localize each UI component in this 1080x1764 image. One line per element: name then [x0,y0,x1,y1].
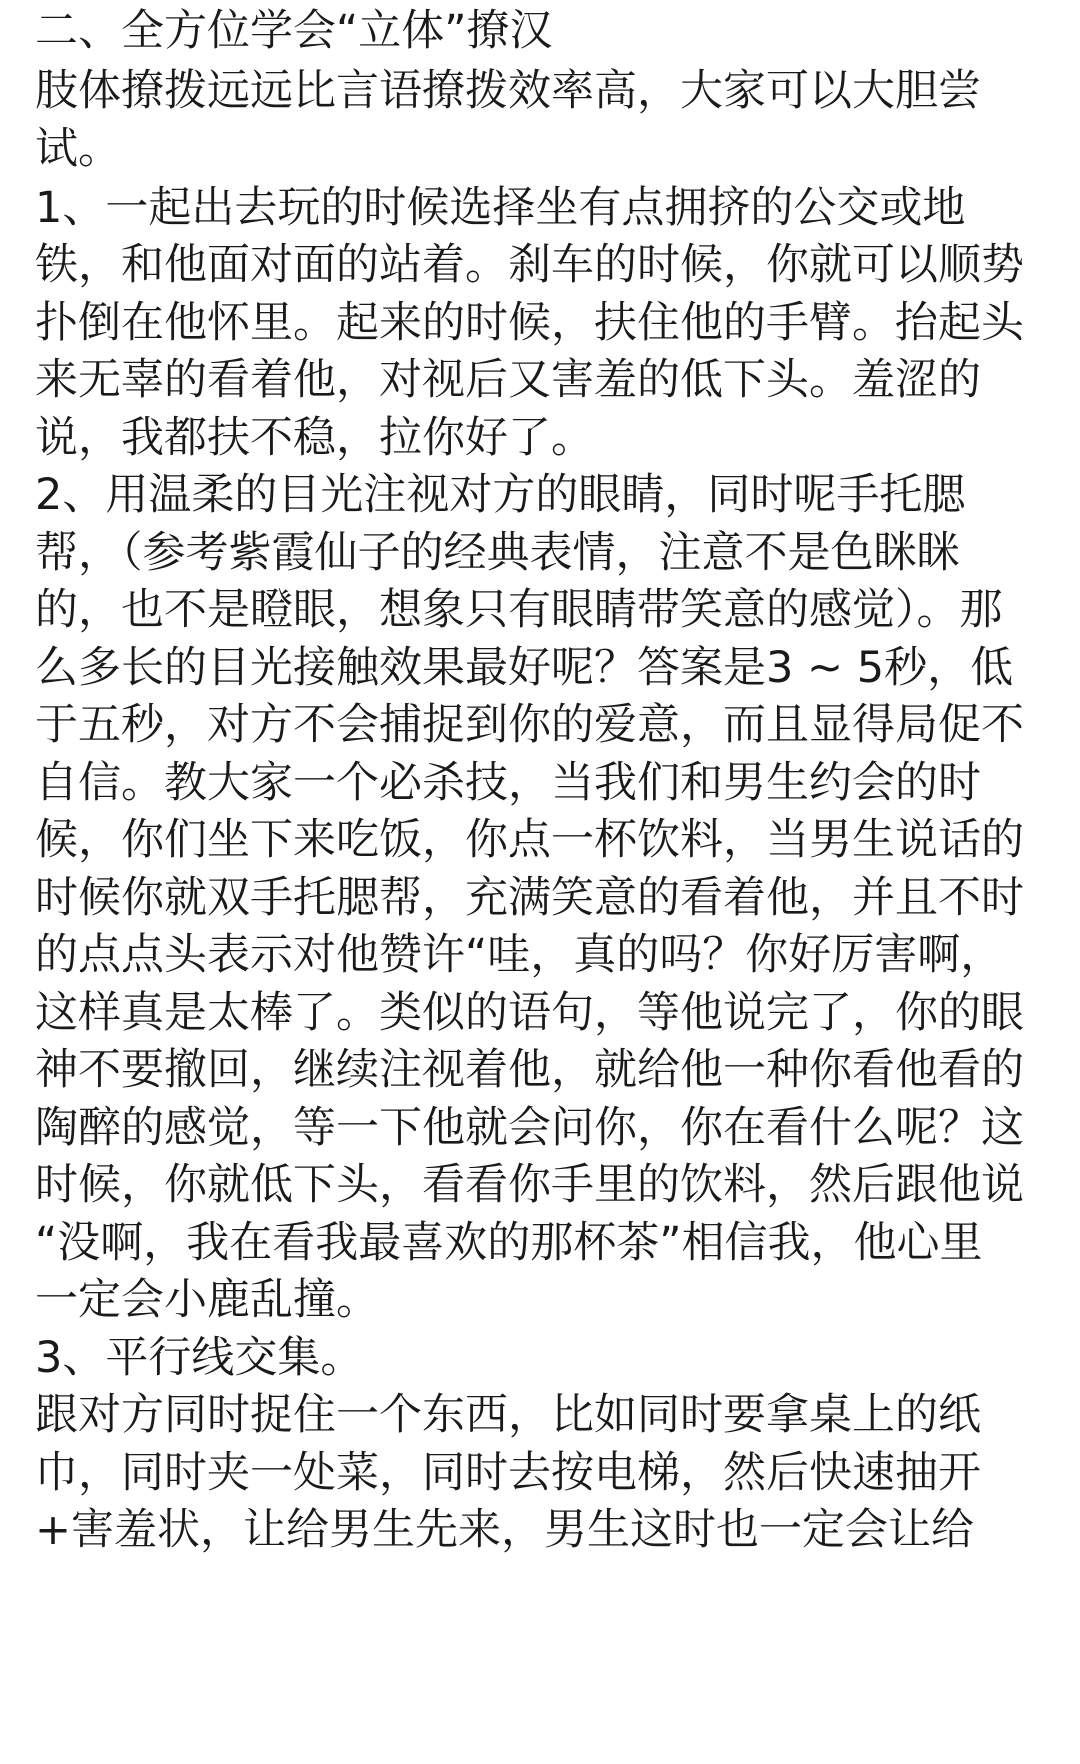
paragraph-line: 扑倒在他怀里。起来的时候，扶住他的手臂。抬起头 [35,298,1024,348]
paragraph-line: 跟对方同时捉住一个东西，比如同时要拿桌上的纸 [35,1390,981,1440]
paragraph-line: 自信。教大家一个必杀技，当我们和男生约会的时 [35,758,981,808]
paragraph-line: 来无辜的看着他，对视后又害羞的低下头。羞涩的 [35,355,981,405]
paragraph-line: 试。 [35,124,121,174]
paragraph-line: 铁，和他面对面的站着。刹车的时候，你就可以顺势 [35,240,1024,290]
paragraph-line: 神不要撤回，继续注视着他，就给他一种你看他看的 [35,1045,1024,1095]
paragraph-line: +害羞状，让给男生先来，男生这时也一定会让给 [35,1505,975,1555]
paragraph-line: 候，你们坐下来吃饭，你点一杯饮料，当男生说话的 [35,815,1024,865]
paragraph-line: 巾，同时夹一处菜，同时去按电梯，然后快速抽开 [35,1448,981,1498]
tip-1-line: 1、一起出去玩的时候选择坐有点拥挤的公交或地 [35,183,966,233]
paragraph-line: 帮，（参考紫霞仙子的经典表情，注意不是色眯眯 [35,528,960,578]
paragraph-line: 的，也不是瞪眼，想象只有眼睛带笑意的感觉）。那 [35,585,1003,635]
tip-3-heading: 3、平行线交集。 [35,1333,364,1383]
paragraph-line: 时候，你就低下头，看看你手里的饮料，然后跟他说 [35,1160,1024,1210]
paragraph-line: “没啊，我在看我最喜欢的那杯茶”相信我，他心里 [35,1218,983,1268]
paragraph-line: 陶醉的感觉，等一下他就会问你，你在看什么呢？这 [35,1103,1024,1153]
paragraph-line: 的点点头表示对他赞许“哇，真的吗？你好厉害啊， [35,930,1004,980]
paragraph-line: 么多长的目光接触效果最好呢？答案是3 ~ 5秒，低 [35,643,1014,693]
section-heading: 二、全方位学会“立体”撩汉 [35,6,553,56]
paragraph-line: 这样真是太棒了。类似的语句，等他说完了，你的眼 [35,988,1024,1038]
paragraph-line: 于五秒，对方不会捕捉到你的爱意，而且显得局促不 [35,700,1024,750]
paragraph-line: 肢体撩拨远远比言语撩拨效率高，大家可以大胆尝 [35,66,981,116]
paragraph-line: 时候你就双手托腮帮，充满笑意的看着他，并且不时 [35,873,1024,923]
paragraph-line: 一定会小鹿乱撞。 [35,1275,379,1325]
tip-2-line: 2、用温柔的目光注视对方的眼睛，同时呢手托腮 [35,470,966,520]
paragraph-line: 说，我都扶不稳，拉你好了。 [35,413,594,463]
